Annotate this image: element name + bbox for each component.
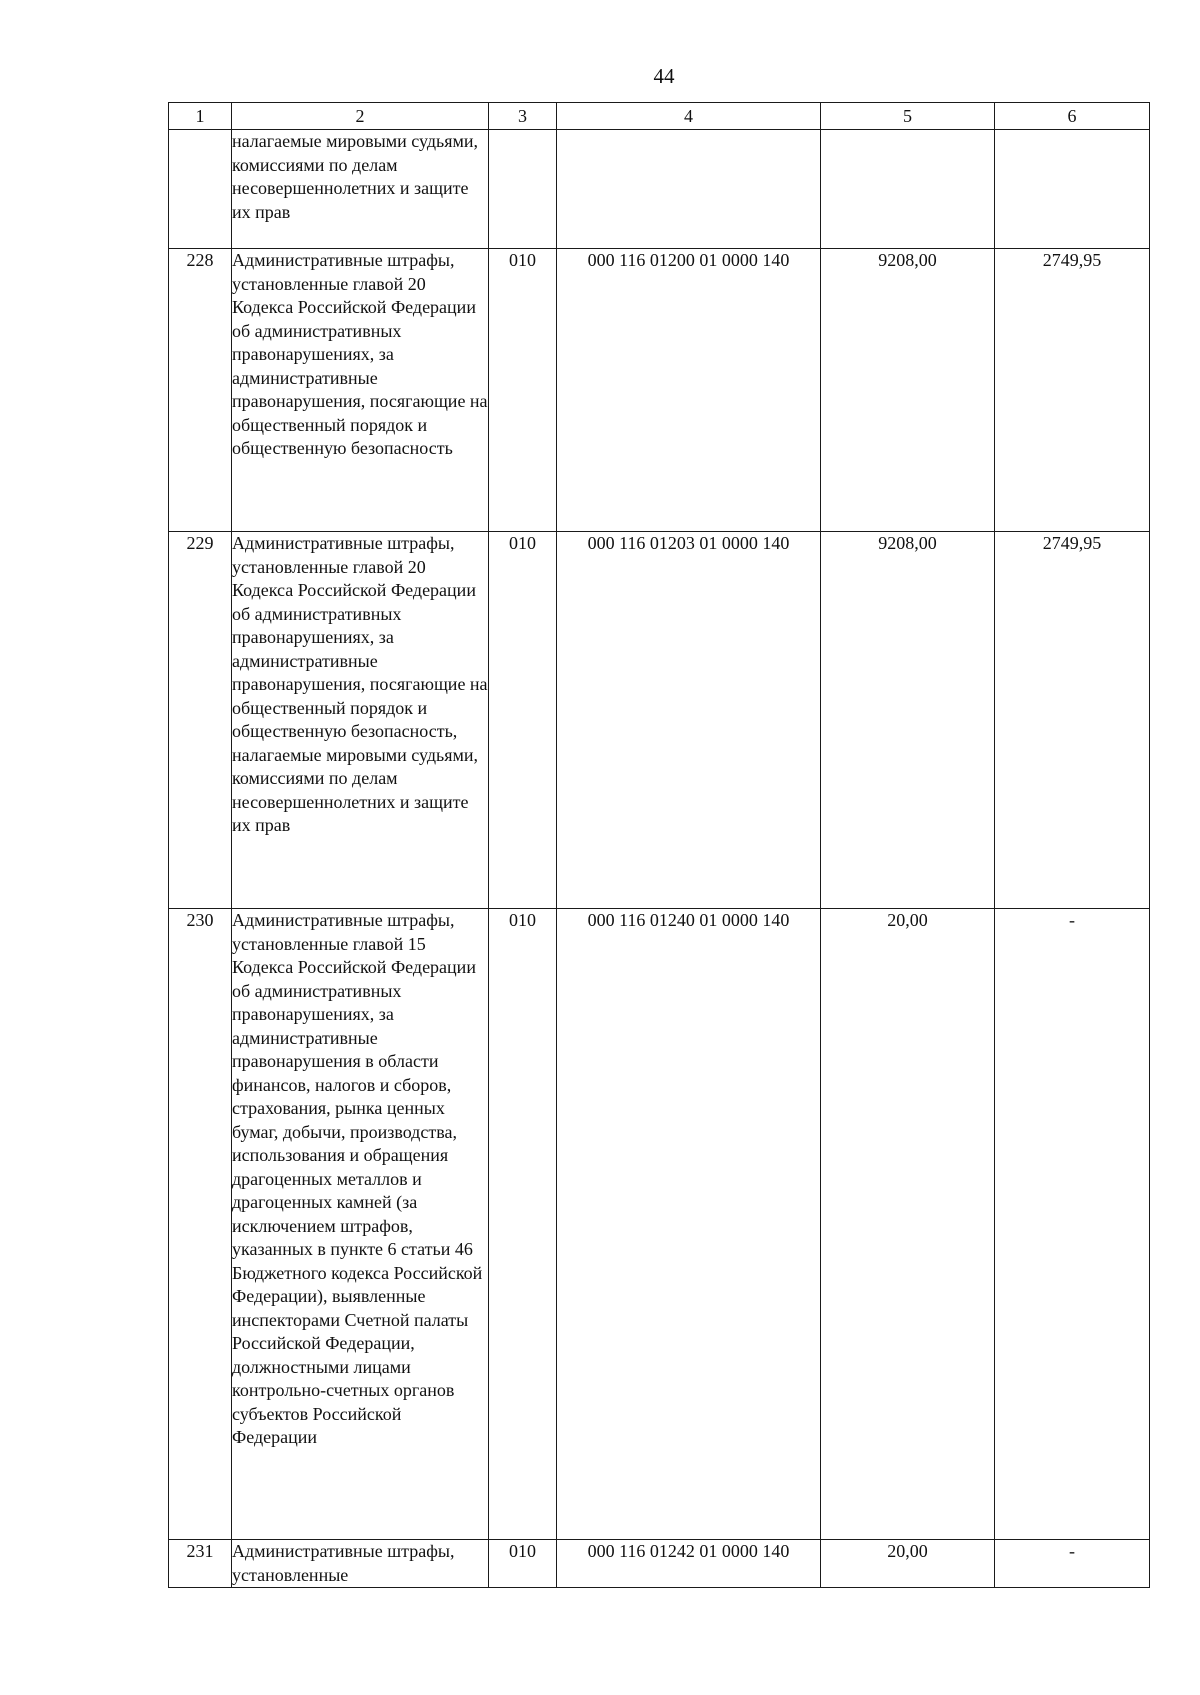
row-name-cell: Административные штрафы, установленные главой 20 Кодекса Российской Федерации об административных правонарушениях, за административные правонарушения, посягающие на общественный порядок и общественную безопасность, налагаемые мировыми судьями, комиссиями по делам несовершеннолетних и защите их прав <box>232 532 489 909</box>
row-kbk-cell: 000 116 01200 01 0000 140 <box>557 249 821 532</box>
table-row <box>169 130 1150 249</box>
row-number-cell: 230 <box>169 909 232 1540</box>
column-header: 1 <box>169 103 232 130</box>
column-header: 3 <box>489 103 557 130</box>
page-number: 44 <box>653 64 675 88</box>
table-row <box>169 532 1150 909</box>
row-code-cell: 010 <box>489 909 557 1540</box>
row-code-cell <box>489 130 557 249</box>
row-actual-value-cell <box>995 130 1150 249</box>
column-header: 2 <box>232 103 489 130</box>
row-name-cell: налагаемые мировыми судьями, комиссиями по делам несовершеннолетних и защите их прав <box>232 130 489 249</box>
column-header: 6 <box>995 103 1150 130</box>
row-actual-value-cell: 2749,95 <box>995 532 1150 909</box>
row-plan-value-cell: 20,00 <box>821 909 995 1540</box>
row-actual-value-cell: - <box>995 909 1150 1540</box>
column-header: 4 <box>557 103 821 130</box>
table-row <box>169 1540 1150 1588</box>
row-code-cell: 010 <box>489 249 557 532</box>
row-number-cell: 231 <box>169 1540 232 1588</box>
row-kbk-cell: 000 116 01240 01 0000 140 <box>557 909 821 1540</box>
row-plan-value-cell: 9208,00 <box>821 249 995 532</box>
budget-table <box>168 102 1150 1588</box>
row-kbk-cell <box>557 130 821 249</box>
column-header: 5 <box>821 103 995 130</box>
row-plan-value-cell: 20,00 <box>821 1540 995 1588</box>
row-plan-value-cell <box>821 130 995 249</box>
row-kbk-cell: 000 116 01203 01 0000 140 <box>557 532 821 909</box>
row-number-cell: 228 <box>169 249 232 532</box>
table-header-row <box>169 103 1150 130</box>
table-row <box>169 909 1150 1540</box>
row-number-cell <box>169 130 232 249</box>
row-name-cell: Административные штрафы, установленные главой 20 Кодекса Российской Федерации об административных правонарушениях, за административные правонарушения, посягающие на общественный порядок и общественную безопасность <box>232 249 489 532</box>
row-kbk-cell: 000 116 01242 01 0000 140 <box>557 1540 821 1588</box>
row-number-cell: 229 <box>169 532 232 909</box>
row-name-cell: Административные штрафы, установленные главой 15 Кодекса Российской Федерации об административных правонарушениях, за административные правонарушения в области финансов, налогов и сборов, страхования, рынка ценных бумаг, добычи, производства, использования и обращения драгоценных металлов и драгоценных камней (за исключением штрафов, указанных в пункте 6 статьи 46 Бюджетного кодекса Российской Федерации), выявленные инспекторами Счетной палаты Российской Федерации, должностными лицами контрольно-счетных органов субъектов Российской Федерации <box>232 909 489 1540</box>
row-name-cell: Административные штрафы, установленные <box>232 1540 489 1588</box>
row-actual-value-cell: 2749,95 <box>995 249 1150 532</box>
row-actual-value-cell: - <box>995 1540 1150 1588</box>
row-code-cell: 010 <box>489 532 557 909</box>
row-code-cell: 010 <box>489 1540 557 1588</box>
table-row <box>169 249 1150 532</box>
row-plan-value-cell: 9208,00 <box>821 532 995 909</box>
